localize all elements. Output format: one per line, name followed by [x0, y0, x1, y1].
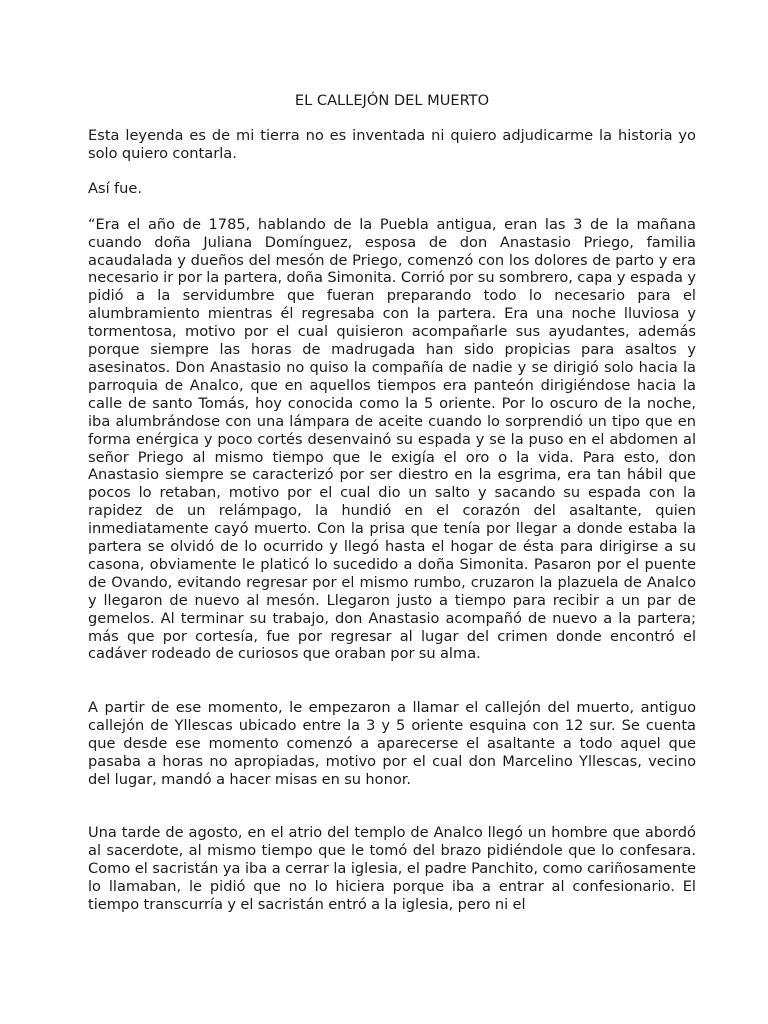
story-paragraph-3: Una tarde de agosto, en el atrio del templo de Analco llegó un hombre que abordó al sacerdote, al mismo tiempo que le tomó del brazo pidiéndole que lo confesara. Como el sacristán ya iba a cerrar la iglesia, el padre Panchito, como cariñosamente lo llamaban, le pidió que no lo hiciera porque iba a entrar al confesionario. El tiempo transcurría y el sacristán entró a la iglesia, pero ni el — [88, 823, 696, 913]
document-page — [88, 91, 696, 913]
document-title: EL CALLEJÓN DEL MUERTO — [294, 92, 490, 109]
story-paragraph-2: A partir de ese momento, le empezaron a llamar el callejón del muerto, antiguo callejón de Yllescas ubicado entre la 3 y 5 oriente esquina con 12 sur. Se cuenta que desde ese momento comenzó a aparecerse el asaltante a todo aquel que pasaba a horas no apropiadas, motivo por el cual don Marcelino Yllescas, vecino del lugar, mandó a hacer misas en su honor. — [88, 698, 696, 788]
intro-paragraph: Esta leyenda es de mi tierra no es inventada ni quiero adjudicarme la historia yo solo quiero contarla. — [88, 127, 696, 162]
story-paragraph-1: “Era el año de 1785, hablando de la Puebla antigua, eran las 3 de la mañana cuando doña Juliana Domínguez, esposa de don Anastasio Priego, familia acaudalada y dueños del mesón de Priego, comenzó con los dolores de parto y era necesario ir por la partera, doña Simonita. Corrió por su sombrero, capa y espada y pidió a la servidumbre que fueran preparando todo lo necesario para el alumbramiento mientras él regresaba con la partera. Era una noche lluviosa y tormentosa, motivo por el cual quisieron acompañarle sus ayudantes, además porque siempre las horas de madrugada han sido propicias para asaltos y asesinatos. Don Anastasio no quiso la compañía de nadie y se dirigió solo hacia la parroquia de Analco, que en aquellos tiempos era panteón dirigiéndose hacia la calle de santo Tomás, hoy conocida como la 5 oriente. Por lo oscuro de la noche, iba alumbrándose con una lámpara de aceite cuando lo sorprendió un tipo que en forma enérgica y poco cortés desenvainó su espada y se la puso en el abdomen al señor Priego al mismo tiempo que le exigía el oro o la vida. Para esto, don Anastasio siempre se caracterizó por ser diestro en la esgrima, era tan hábil que pocos lo retaban, motivo por el cual dio un salto y sacando su espada con la rapidez de un relámpago, la hundió en el corazón del asaltante, quien inmediatamente cayó muerto. Con la prisa que tenía por llegar a donde estaba la partera se olvidó de lo ocurrido y llegó hasta el hogar de ésta para dirigirse a su casona, obviamente le platicó lo sucedido a doña Simonita. Pasaron por el puente de Ovando, evitando regresar por el mismo rumbo, cruzaron la plazuela de Analco y llegaron de nuevo al mesón. Llegaron justo a tiempo para recibir a un par de gemelos. Al terminar su trabajo, don Anastasio acompañó de nuevo a la partera; más que por cortesía, fue por regresar al lugar del crimen donde encontró el cadáver rodeado de curiosos que oraban por su alma. — [88, 215, 696, 663]
asi-fue-line: Así fue. — [88, 180, 142, 198]
